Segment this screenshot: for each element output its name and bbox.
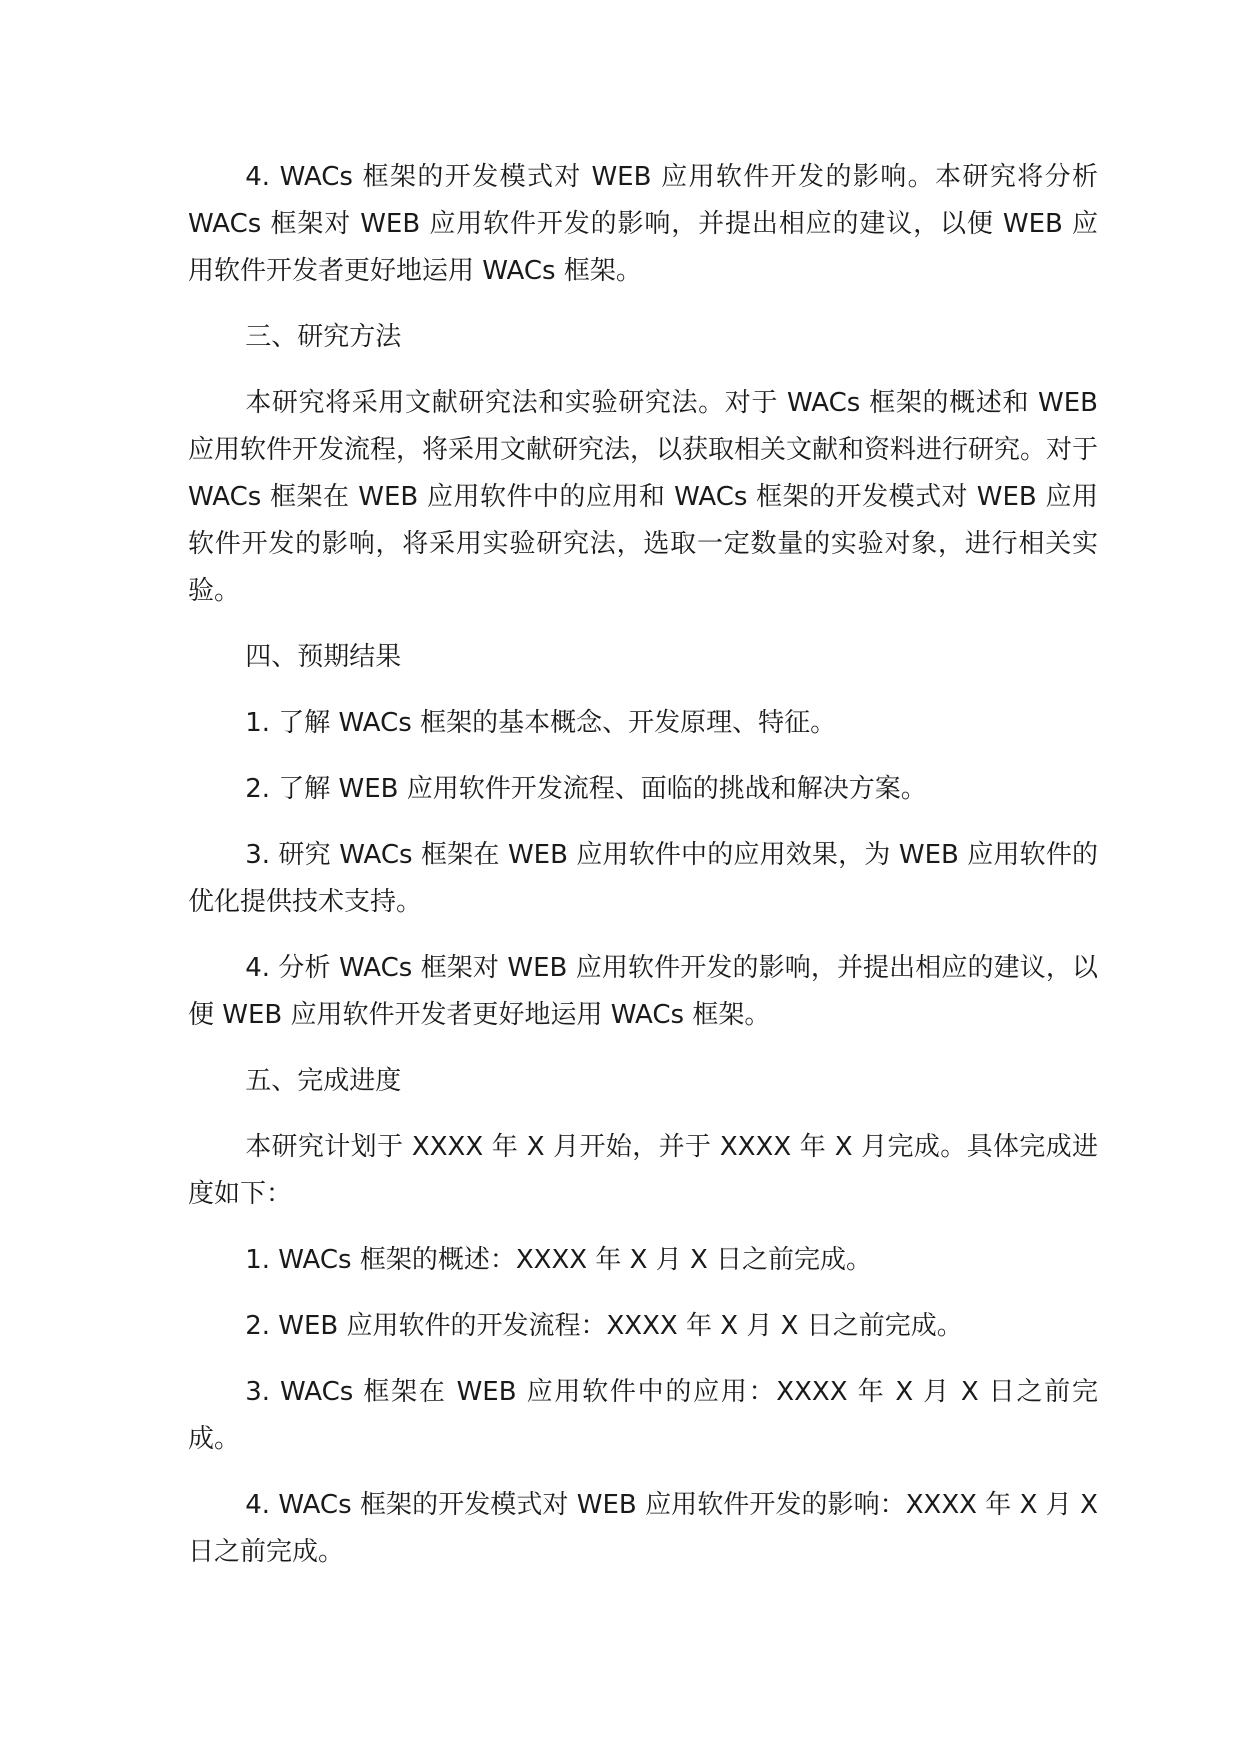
list-item-schedule-2: 2. WEB 应用软件的开发流程：XXXX 年 X 月 X 日之前完成。	[245, 1311, 963, 1341]
document-body	[188, 154, 1098, 1595]
list-item-result-4: 4. 分析 WACs 框架对 WEB 应用软件开发的影响，并提出相应的建议，以便 WEB 应用软件开发者更好地运用 WACs 框架。	[188, 953, 1098, 1030]
paragraph-schedule-intro: 本研究计划于 XXXX 年 X 月开始，并于 XXXX 年 X 月完成。具体完成进度如下：	[188, 1132, 1098, 1209]
section-heading-schedule: 五、完成进度	[245, 1066, 402, 1096]
section-heading-expected-results: 四、预期结果	[245, 642, 402, 672]
list-item-result-1: 1. 了解 WACs 框架的基本概念、开发原理、特征。	[245, 708, 837, 738]
list-item-schedule-1: 1. WACs 框架的概述：XXXX 年 X 月 X 日之前完成。	[245, 1245, 873, 1275]
list-item-result-3: 3. 研究 WACs 框架在 WEB 应用软件中的应用效果，为 WEB 应用软件的优化提供技术支持。	[188, 840, 1098, 917]
list-item-result-2: 2. 了解 WEB 应用软件开发流程、面临的挑战和解决方案。	[245, 774, 927, 804]
list-item-schedule-4: 4. WACs 框架的开发模式对 WEB 应用软件开发的影响：XXXX 年 X 月 X 日之前完成。	[188, 1490, 1098, 1567]
section-heading-research-methods: 三、研究方法	[245, 322, 402, 352]
list-item-schedule-3: 3. WACs 框架在 WEB 应用软件中的应用：XXXX 年 X 月 X 日之前完成。	[188, 1377, 1098, 1454]
paragraph-impact-of-dev-mode: 4. WACs 框架的开发模式对 WEB 应用软件开发的影响。本研究将分析 WACs 框架对 WEB 应用软件开发的影响，并提出相应的建议，以便 WEB 应用软件开发者更好地运用 WACs 框架。	[188, 162, 1098, 286]
paragraph-research-methods: 本研究将采用文献研究法和实验研究法。对于 WACs 框架的概述和 WEB 应用软件开发流程，将采用文献研究法，以获取相关文献和资料进行研究。对于 WACs 框架在 WEB 应用软件中的应用和 WACs 框架的开发模式对 WEB 应用软件开发的影响，将采用实验研究法，选取一定数量的实验对象，进行相关实验。	[188, 388, 1099, 606]
